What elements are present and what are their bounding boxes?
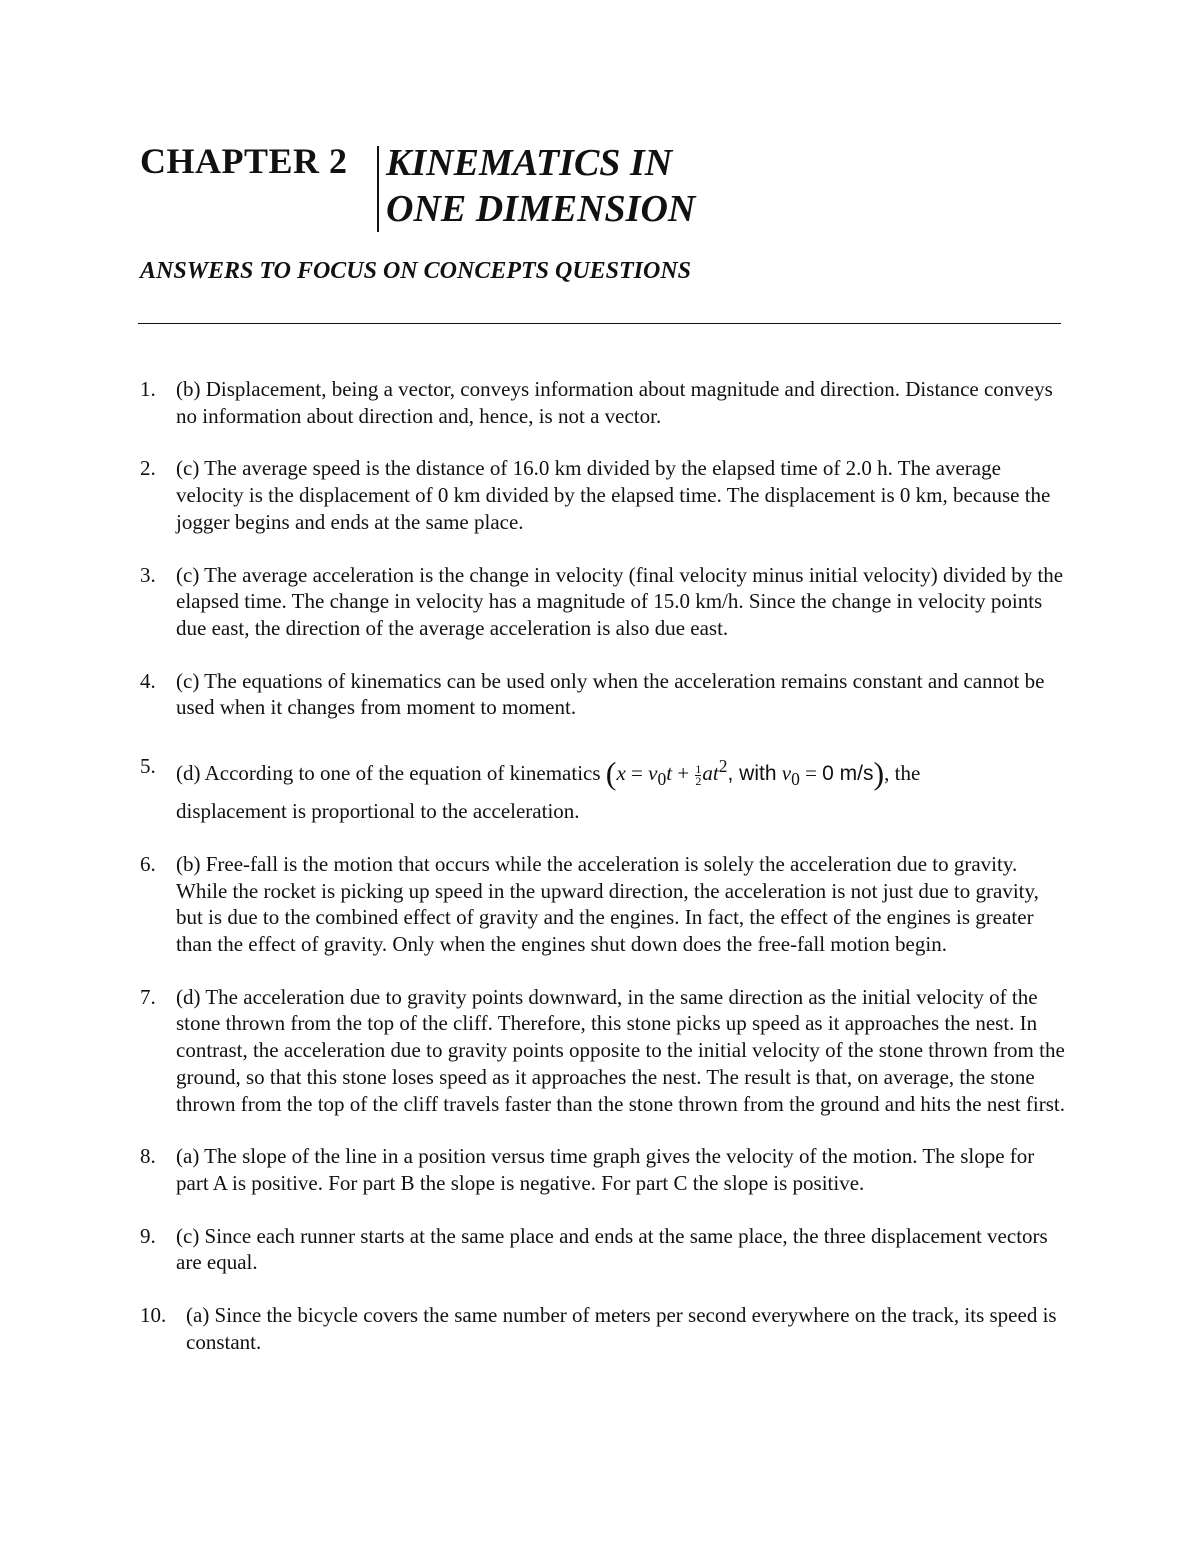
answer-number: 2.	[140, 456, 156, 481]
answer-1	[140, 376, 1065, 429]
answer-text: (c) The equations of kinematics can be used only when the acceleration remains constant and cannot be used when it changes from moment to moment.	[176, 668, 1045, 720]
answer-number: 1.	[140, 377, 156, 401]
answer-text: (b) Displacement, being a vector, conveys information about magnitude and direction. Distance conveys no information about direction and, hence, is not a vector.	[176, 377, 1053, 428]
left-paren: (	[605, 755, 617, 792]
answer-text: (c) Since each runner starts at the same place and ends at the same place, the three displacement vectors are equal.	[176, 1223, 1048, 1275]
answer-9	[140, 1223, 1065, 1276]
answer-4	[140, 668, 1065, 721]
answer-number: 8.	[140, 1144, 156, 1169]
answer-number: 5.	[140, 754, 156, 779]
answer-text-continued: displacement is proportional to the acceleration.	[176, 799, 580, 824]
chapter-label: CHAPTER 2	[140, 141, 348, 181]
chapter-title	[386, 140, 695, 232]
answer-text: (a) The slope of the line in a position versus time graph gives the velocity of the motion. The slope for part A is positive. For part B the slope is negative. For part C the slope is positive.	[176, 1144, 1035, 1195]
answer-text: (b) Free-fall is the motion that occurs while the acceleration is solely the acceleration due to gravity. While the rocket is picking up speed in the upward direction, the acceleration is not just due to gravity, but is due to the combined effect of gravity and the engines. In fact, the effect of the engines is greater than the effect of gravity. Only when the engines shut down does the free-fall motion begin.	[176, 851, 1039, 957]
section-heading: ANSWERS TO FOCUS ON CONCEPTS QUESTIONS	[140, 258, 692, 284]
answer-10	[140, 1302, 1065, 1355]
answer-number: 7.	[140, 984, 156, 1009]
chapter-divider	[377, 146, 379, 232]
fraction-one-half: $\frac{1}{2}$	[695, 761, 702, 788]
chapter-title-line1: KINEMATICS IN	[386, 142, 673, 184]
answer-number: 6.	[140, 851, 156, 876]
answer-number: 9.	[140, 1223, 156, 1248]
kinematics-equation: ($x = v_0t + \frac{1}{2}$ $at^2$, with $v_0 = 0$ m/s)	[605, 755, 885, 792]
answer-text: (d) The acceleration due to gravity points downward, in the same direction as the initial velocity of the stone thrown from the top of the cliff. Therefore, this stone picks up speed as it approaches the nest. In contrast, the acceleration due to gravity points opposite to the initial velocity of the stone thrown from the ground, so that this stone loses speed as it approaches the nest. The result is that, on average, the stone thrown from the top of the cliff travels faster than the stone thrown from the ground and hits the nest first.	[176, 984, 1065, 1116]
answer-text: (d) According to one of the equation of kinematics	[176, 761, 601, 786]
chapter-title-line2: ONE DIMENSION	[386, 188, 696, 230]
answers-list	[140, 376, 1065, 1381]
answer-number: 4.	[140, 668, 156, 693]
answer-8	[140, 1143, 1065, 1196]
answer-2	[140, 455, 1065, 535]
answer-number: 3.	[140, 562, 156, 587]
horizontal-rule	[138, 323, 1061, 324]
answer-3	[140, 562, 1065, 642]
answer-number: 10.	[140, 1303, 167, 1328]
answer-text: (c) The average acceleration is the change in velocity (final velocity minus initial velocity) divided by the elapsed time. The change in velocity has a magnitude of 15.0 km/h. Since the change in velocity points due east, the direction of the average acceleration is also due east.	[176, 562, 1064, 640]
answer-7	[140, 984, 1065, 1118]
answer-text: (a) Since the bicycle covers the same number of meters per second everywhere on the track, its speed is constant.	[186, 1303, 1057, 1354]
answer-text: (c) The average speed is the distance of 16.0 km divided by the elapsed time of 2.0 h. The average velocity is the displacement of 0 km divided by the elapsed time. The displacement is 0 km, because the jogger begins and ends at the same place.	[176, 456, 1051, 534]
right-paren: )	[873, 755, 885, 792]
answer-6	[140, 851, 1065, 958]
answer-5: 5. (d) According to one of the equation of kinematics ($x = v_0t + \frac{1}{2}$ $at^2$, with $v_0 = 0$ m/s), the displacement is proportional to the acceleration.	[140, 747, 1065, 825]
